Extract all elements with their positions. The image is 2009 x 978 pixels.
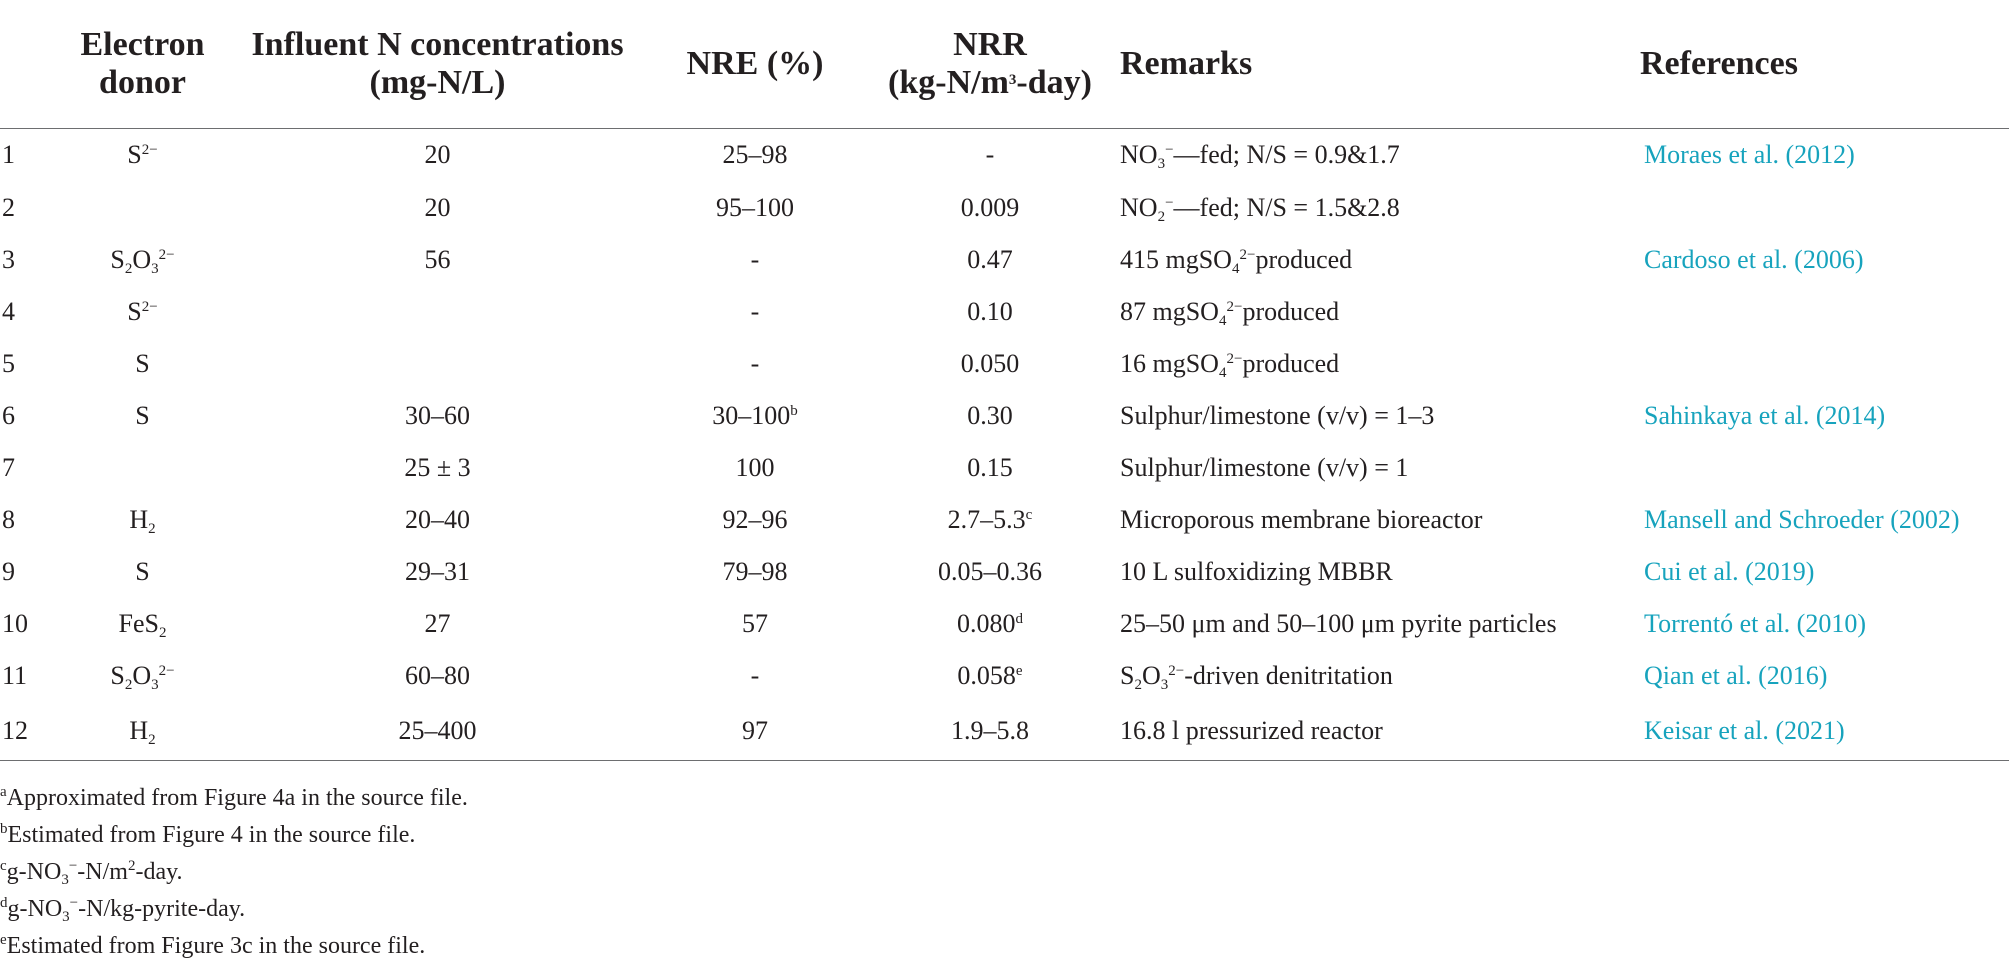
footnote-text: g-NO [7, 896, 63, 922]
reference-link[interactable]: Cui et al. (2019) [1644, 557, 1815, 586]
remark-subscript: 3 [1157, 156, 1166, 173]
electron-donor-cell [60, 128, 225, 182]
electron-donor-cell [60, 494, 225, 546]
row-index: 6 [2, 401, 15, 430]
nre-cell [650, 702, 860, 760]
remark-subscript: 2 [1134, 677, 1142, 693]
nrr-cell [860, 494, 1120, 546]
remark-text: NO [1120, 140, 1158, 170]
remark-superscript: 2− [1226, 299, 1243, 315]
reference-link[interactable]: Moraes et al. (2012) [1644, 140, 1855, 170]
electron-donor-cell [60, 390, 225, 442]
nrr-value: 0.10 [967, 297, 1013, 326]
table-row [0, 128, 2009, 182]
footnote-mark: a [0, 784, 7, 800]
nrr-cell [860, 702, 1120, 760]
influent-cell: 60–80 [405, 661, 470, 690]
nre-value: 30–100 [712, 401, 791, 430]
header-nrr-unit-a: (kg-N/m [888, 63, 1009, 101]
electron-donor-cell [60, 182, 225, 234]
remark-text-rest: -driven denitritation [1184, 661, 1393, 690]
row-index: 2 [2, 193, 15, 222]
footnote-text-b: -N/m [77, 859, 128, 885]
remark-text-rest: —fed; N/S = 1.5&2.8 [1173, 193, 1400, 222]
remarks-cell [1120, 338, 1640, 390]
nrr-value: 0.080 [957, 609, 1016, 638]
influent-cell: 27 [424, 609, 451, 638]
nre-cell [650, 442, 860, 494]
reference-cell [1640, 650, 2009, 702]
nre-cell [650, 338, 860, 390]
nrr-value: 0.058 [957, 661, 1016, 690]
donor-subscript: 2 [148, 521, 156, 537]
header-references: References [1640, 0, 2009, 128]
row-index: 8 [2, 505, 15, 534]
remark-superscript: − [1165, 142, 1174, 159]
reference-link[interactable]: Qian et al. (2016) [1644, 661, 1828, 690]
footnote-subscript: 3 [61, 872, 69, 888]
nrr-value: 0.15 [967, 453, 1013, 482]
nre-value: 97 [742, 715, 768, 745]
remarks-cell [1120, 234, 1640, 286]
nrr-cell [860, 442, 1120, 494]
electron-donor-cell [60, 650, 225, 702]
remarks-cell [1120, 286, 1640, 338]
footnote-text: Estimated from Figure 4 in the source file. [7, 822, 416, 848]
footnote-mark: c [0, 858, 7, 874]
nre-footnote-mark: b [790, 403, 798, 419]
remark-text: Sulphur/limestone (v/v) = 1–3 [1120, 401, 1435, 430]
donor-superscript: 2− [141, 299, 158, 315]
donor-subscript-2: 3 [151, 261, 159, 277]
remark-subscript: 4 [1218, 313, 1227, 329]
table-row [0, 702, 2009, 760]
nre-cell [650, 598, 860, 650]
nre-cell [650, 390, 860, 442]
donor-superscript: 2− [158, 247, 175, 263]
nrr-value: 1.9–5.8 [951, 715, 1029, 745]
nrr-cell [860, 128, 1120, 182]
nre-cell [650, 286, 860, 338]
nre-value: 79–98 [722, 557, 788, 586]
header-influent-line1: Influent N concentrations [251, 25, 624, 63]
electron-donor-cell [60, 598, 225, 650]
nre-cell [650, 234, 860, 286]
donor-subscript: 2 [124, 677, 133, 693]
footnote-superscript: − [69, 895, 79, 911]
remark-text-mid: O [1141, 661, 1161, 690]
nre-value: - [750, 297, 760, 326]
donor-subscript: 2 [158, 625, 167, 641]
donor-text-mid: O [132, 661, 152, 690]
donor-text: S [127, 297, 142, 326]
remarks-cell [1120, 650, 1640, 702]
remark-superscript: − [1165, 195, 1174, 211]
table-row [0, 234, 2009, 286]
donor-text: H [129, 505, 149, 534]
nre-cell [650, 546, 860, 598]
donor-superscript: 2− [158, 663, 175, 679]
remark-text: S [1120, 661, 1135, 690]
remark-superscript: 2− [1226, 351, 1243, 367]
influent-cell: 29–31 [405, 557, 470, 586]
header-influent-line2: (mg-N/L) [369, 63, 506, 101]
remark-text-rest: produced [1242, 297, 1340, 326]
nre-cell [650, 650, 860, 702]
donor-text: S [135, 349, 150, 378]
nre-value: - [750, 245, 760, 274]
remarks-cell [1120, 598, 1640, 650]
influent-cell [225, 338, 650, 390]
reference-link[interactable]: Sahinkaya et al. (2014) [1644, 401, 1886, 430]
remark-text: 16 mgSO [1120, 349, 1219, 378]
header-nrr-line2 [864, 64, 1116, 102]
row-index: 9 [2, 557, 15, 586]
table-row [0, 494, 2009, 546]
reference-link[interactable]: Mansell and Schroeder (2002) [1644, 505, 1960, 534]
reference-cell [1640, 128, 2009, 182]
donor-text: S [135, 401, 150, 430]
header-nrr-line1: NRR [953, 25, 1027, 63]
donor-text: S [110, 661, 125, 690]
nrr-value: 0.47 [967, 245, 1013, 274]
remark-superscript: 2− [1239, 247, 1256, 263]
electron-donor-cell [60, 338, 225, 390]
row-index: 3 [2, 245, 15, 274]
footnote [0, 854, 468, 891]
nre-cell [650, 128, 860, 182]
table-row [0, 338, 2009, 390]
reference-cell [1640, 286, 2009, 338]
influent-cell [225, 286, 650, 338]
reference-cell [1640, 702, 2009, 760]
row-index: 4 [2, 297, 15, 326]
footnotes [0, 780, 468, 965]
reference-cell [1640, 546, 2009, 598]
donor-text: S [135, 557, 150, 586]
remark-text: 87 mgSO [1120, 297, 1219, 326]
row-index: 1 [2, 140, 15, 170]
nrr-cell [860, 598, 1120, 650]
footnote [0, 780, 468, 817]
table-row [0, 650, 2009, 702]
footnote-mark: b [0, 821, 8, 837]
remark-text: 16.8 l pressurized reactor [1120, 715, 1383, 745]
footnote-superscript-2: 2 [127, 858, 136, 874]
header-nrr-unit-b: -day) [1016, 63, 1092, 101]
row-index: 10 [2, 609, 28, 638]
header-row [0, 0, 2009, 128]
table-row [0, 442, 2009, 494]
remarks-cell [1120, 128, 1640, 182]
reference-link[interactable]: Torrentó et al. (2010) [1644, 609, 1866, 638]
influent-cell: 20 [424, 193, 451, 222]
remarks-cell [1120, 182, 1640, 234]
donor-text-mid: O [132, 245, 152, 274]
influent-cell: 20 [424, 140, 451, 170]
footnote-text: Estimated from Figure 3c in the source file. [6, 933, 426, 959]
nrr-cell [860, 546, 1120, 598]
table-body [0, 128, 2009, 760]
row-index: 5 [2, 349, 15, 378]
remark-subscript: 4 [1218, 365, 1227, 381]
reference-cell [1640, 390, 2009, 442]
nrr-footnote-mark: e [1015, 663, 1023, 679]
nrr-value: 0.050 [960, 349, 1020, 378]
remark-subscript: 4 [1231, 261, 1240, 277]
table-row [0, 546, 2009, 598]
nrr-value: 0.30 [967, 401, 1013, 430]
footnote [0, 817, 468, 854]
row-index: 7 [2, 453, 15, 482]
nrr-cell [860, 286, 1120, 338]
header-index [0, 0, 60, 128]
remarks-cell [1120, 442, 1640, 494]
donor-text: S [110, 245, 125, 274]
nrr-footnote-mark: d [1015, 611, 1023, 627]
footnote-subscript: 3 [62, 909, 70, 925]
remark-text-rest: produced [1242, 349, 1340, 378]
influent-cell: 30–60 [405, 401, 470, 430]
header-influent [225, 0, 650, 128]
remarks-cell [1120, 494, 1640, 546]
reference-link[interactable]: Cardoso et al. (2006) [1644, 245, 1864, 274]
remark-text: NO [1120, 193, 1158, 222]
nrr-cell [860, 390, 1120, 442]
header-nre: NRE (%) [650, 0, 860, 128]
row-index: 11 [2, 661, 28, 690]
remark-superscript: 2− [1168, 663, 1185, 679]
remark-text: Microporous membrane bioreactor [1120, 505, 1483, 534]
remark-text: Sulphur/limestone (v/v) = 1 [1120, 453, 1409, 482]
remark-subscript-2: 3 [1160, 677, 1169, 693]
table-row [0, 182, 2009, 234]
influent-cell: 20–40 [405, 505, 470, 534]
influent-cell: 25–400 [225, 702, 650, 760]
reference-cell [1640, 338, 2009, 390]
footnote-mark: d [0, 895, 8, 911]
nre-value: 95–100 [716, 193, 794, 222]
electron-donor-cell [60, 234, 225, 286]
footnote-text-c: -day. [135, 859, 183, 885]
footnote-text-b: -N/kg-pyrite-day. [78, 896, 246, 922]
donor-subscript-2: 3 [151, 677, 159, 693]
table-row [0, 390, 2009, 442]
footnote [0, 891, 468, 928]
reference-cell [1640, 234, 2009, 286]
nre-value: 57 [742, 609, 768, 638]
donor-text: FeS [118, 609, 159, 638]
header-nrr-unit-sup: 3 [1008, 71, 1017, 88]
nrr-value: 0.05–0.36 [938, 557, 1042, 586]
electron-donor-cell [60, 442, 225, 494]
nrr-value: 0.009 [960, 193, 1020, 222]
remark-subscript: 2 [1157, 209, 1166, 225]
remark-text: 415 mgSO [1120, 245, 1232, 274]
footnote-text: Approximated from Figure 4a in the source file. [6, 785, 468, 811]
header-nrr [860, 0, 1120, 128]
reference-cell [1640, 598, 2009, 650]
nre-value: 100 [735, 453, 775, 482]
remark-text-rest: —fed; N/S = 0.9&1.7 [1173, 140, 1400, 170]
reference-link[interactable]: Keisar et al. (2021) [1644, 715, 1845, 745]
nrr-cell [860, 234, 1120, 286]
influent-cell: 25 ± 3 [404, 453, 471, 482]
nre-value: 92–96 [722, 505, 788, 534]
donor-text: H [129, 715, 149, 745]
electron-donor-cell [60, 702, 225, 760]
header-remarks: Remarks [1120, 0, 1640, 128]
table-row [0, 286, 2009, 338]
electron-donor-cell [60, 286, 225, 338]
nre-value: - [750, 349, 760, 378]
reference-cell [1640, 182, 2009, 234]
header-electron-donor-line2: donor [99, 63, 186, 101]
footnote-superscript: − [68, 858, 78, 874]
remark-text: 10 L sulfoxidizing MBBR [1120, 557, 1393, 586]
donor-subscript: 2 [148, 731, 156, 748]
nrr-cell [860, 182, 1120, 234]
table-row [0, 598, 2009, 650]
remark-text-rest: produced [1255, 245, 1353, 274]
nrr-cell [860, 338, 1120, 390]
nre-value: - [750, 661, 760, 690]
header-electron-donor [60, 0, 225, 128]
footnote [0, 928, 468, 965]
reference-cell [1640, 494, 2009, 546]
remarks-cell [1120, 390, 1640, 442]
reference-cell [1640, 442, 2009, 494]
donor-subscript: 2 [124, 261, 133, 277]
nrr-value: - [985, 140, 995, 170]
nre-cell [650, 494, 860, 546]
donor-text: S [127, 140, 142, 170]
row-index: 12 [0, 702, 60, 760]
nre-value: 25–98 [722, 140, 788, 170]
influent-cell: 56 [424, 245, 451, 274]
header-electron-donor-line1: Electron [80, 25, 205, 63]
nrr-cell [860, 650, 1120, 702]
nrr-value: 2.7–5.3 [947, 505, 1026, 534]
remarks-cell [1120, 702, 1640, 760]
electron-donor-cell [60, 546, 225, 598]
donor-superscript: 2− [141, 142, 158, 159]
remarks-cell [1120, 546, 1640, 598]
footnote-mark: e [0, 932, 7, 948]
nre-cell [650, 182, 860, 234]
footnote-text: g-NO [6, 859, 62, 885]
nrr-footnote-mark: c [1025, 507, 1033, 523]
remark-text: 25–50 μm and 50–100 μm pyrite particles [1120, 609, 1557, 638]
